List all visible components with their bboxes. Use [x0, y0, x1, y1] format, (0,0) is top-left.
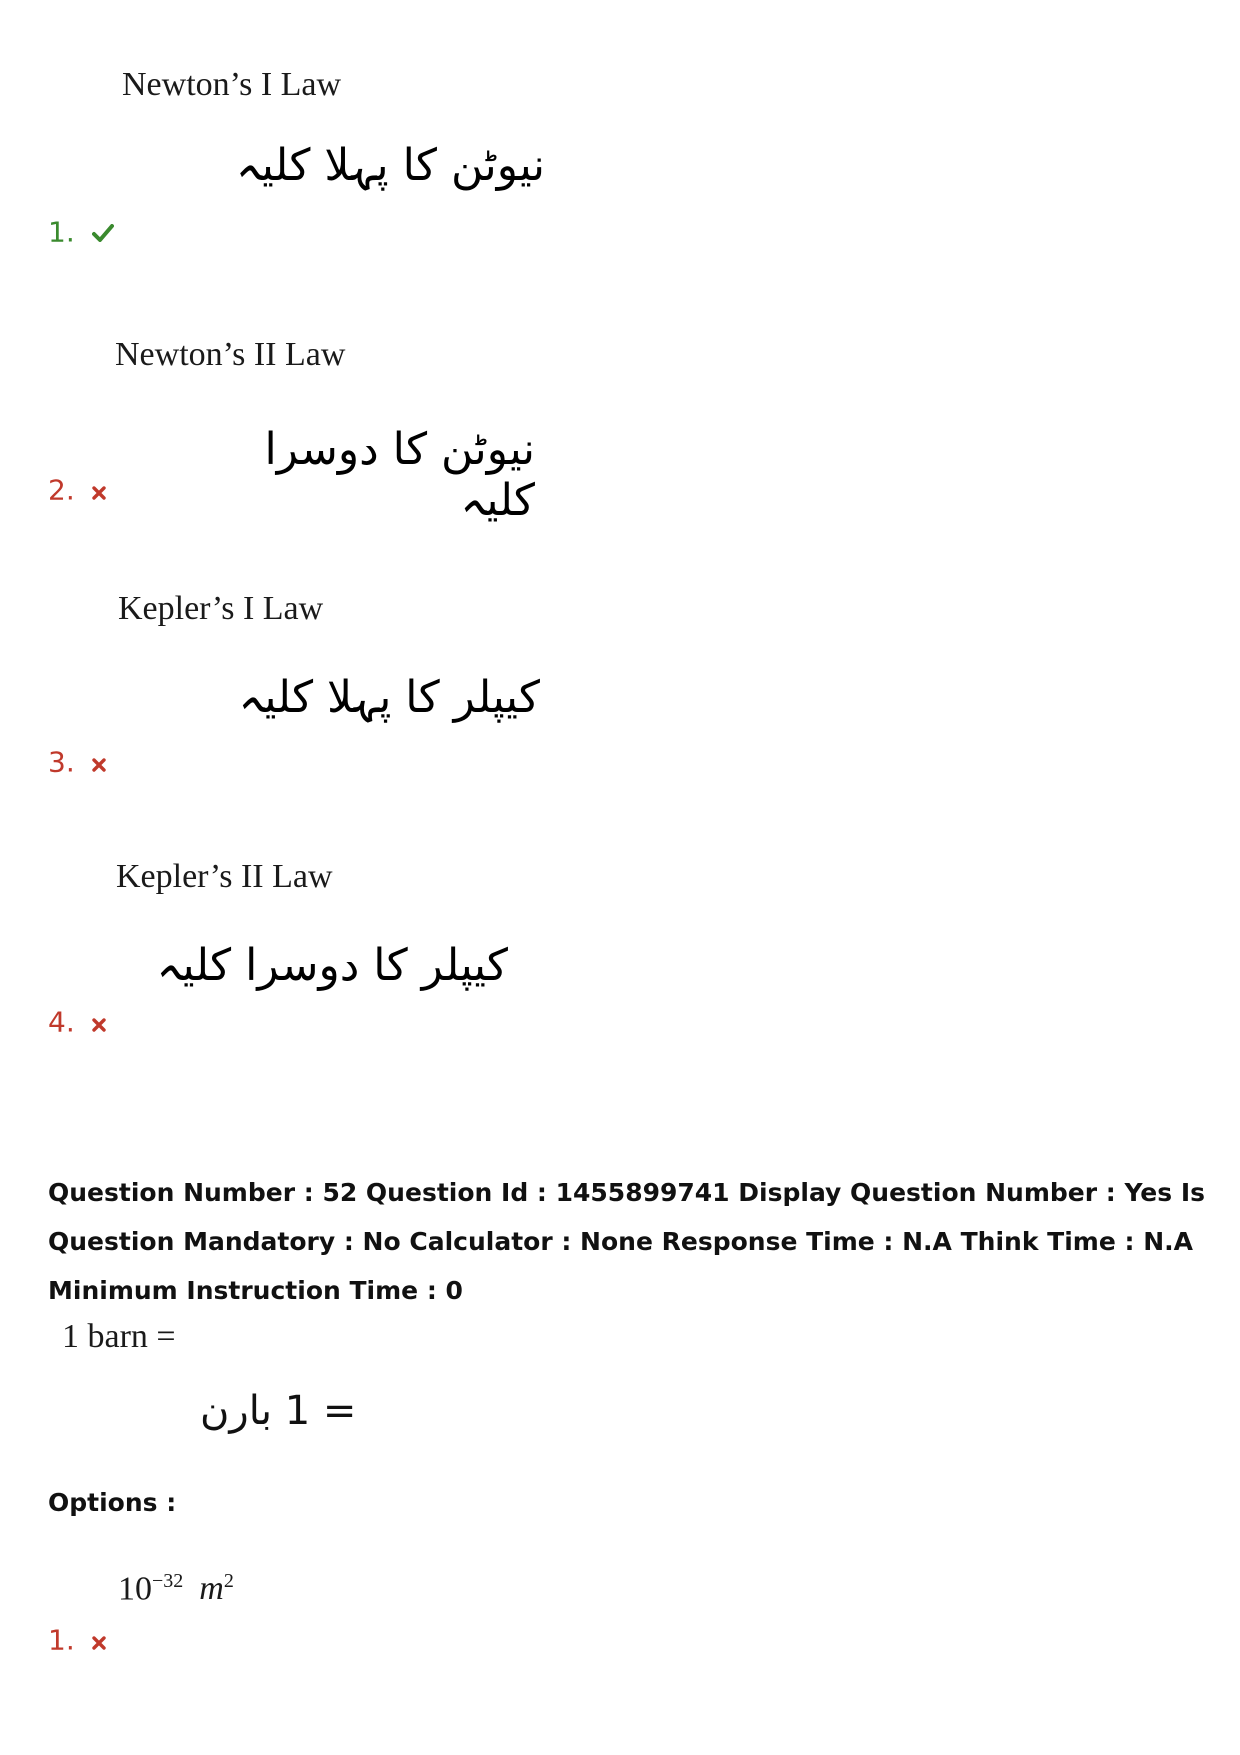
option-2-english-text: Newton’s II Law [115, 336, 346, 373]
option-3-label[interactable] [48, 744, 106, 779]
cross-icon [92, 1624, 106, 1657]
expr-exponent: −32 [152, 1570, 184, 1592]
option-2-urdu-text: نیوٹن کا دوسرا کلیہ [264, 424, 535, 526]
option-3-number: 3. [48, 745, 75, 779]
option-2-number: 2. [48, 473, 75, 507]
option-4-english-text: Kepler’s II Law [116, 858, 333, 895]
option-expression [118, 1570, 234, 1608]
check-icon [92, 216, 114, 249]
cross-icon [92, 1006, 106, 1039]
new-option-1-label[interactable] [48, 1622, 106, 1657]
option-4-number: 4. [48, 1005, 75, 1039]
question-metadata: Question Number : 52 Question Id : 1455899741 Display Question Number : Yes Is Question Mandatory : No Calculator : None Response Time : N.A Think Time : N.A Minimum Instruction Time : 0 [48, 1178, 1206, 1305]
cross-icon [92, 474, 106, 507]
expr-unit: m [199, 1570, 224, 1608]
option-4-label[interactable] [48, 1004, 106, 1039]
question-stem-english: 1 barn = [62, 1318, 176, 1355]
option-3-urdu-text: کیپلر کا پہلا کلیہ [238, 672, 540, 723]
expr-base: 10 [118, 1570, 152, 1608]
options-heading: Options : [48, 1488, 177, 1517]
option-1-label[interactable] [48, 214, 114, 249]
question-stem-urdu: = 1 بارن [200, 1388, 357, 1434]
option-2-label[interactable] [48, 472, 106, 507]
new-option-1-number: 1. [48, 1623, 75, 1657]
option-1-english-text: Newton’s I Law [122, 66, 342, 103]
option-4-urdu-text: کیپلر کا دوسرا کلیہ [156, 940, 508, 991]
expr-unit-exponent: 2 [223, 1570, 234, 1592]
option-1-urdu-text: نیوٹن کا پہلا کلیہ [235, 140, 545, 191]
option-1-number: 1. [48, 215, 75, 249]
option-3-english-text: Kepler’s I Law [118, 590, 324, 627]
cross-icon [92, 746, 106, 779]
